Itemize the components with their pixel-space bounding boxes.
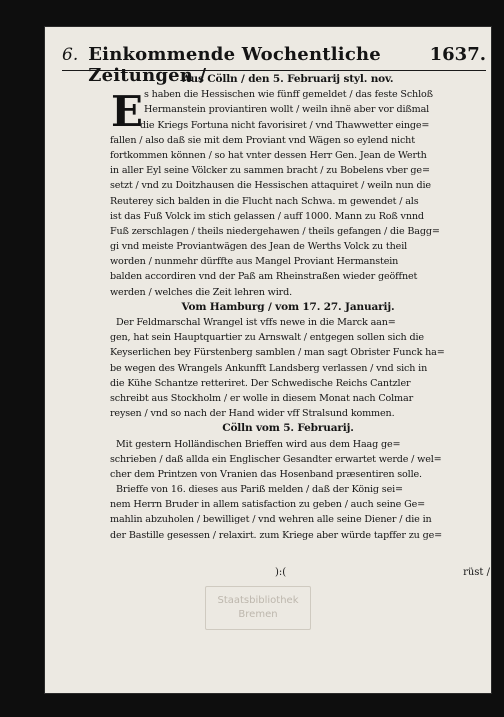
dateline-hamburg: Vom Hamburg / vom 17. 27. Januarij. (181, 300, 395, 313)
text-line: die Kriegs Fortuna nicht favorisiret / vnd Thawwetter einge= (140, 119, 430, 131)
text-line: schrieben / daß allda ein Englischer Gesandter erwartet werde / wel= (110, 453, 442, 465)
header-rule (62, 70, 486, 71)
text-line: setzt / vnd zu Doitzhausen die Hessischen attaquiret / weiln nun die (110, 180, 431, 192)
text-line: reysen / vnd so nach der Hand wider vff Stralsund kommen. (110, 408, 395, 420)
text-line: Mit gestern Holländischen Brieffen wird aus dem Haag ge= (116, 438, 401, 450)
text-line: Keyserlichen bey Fürstenberg samblen / man sagt Obrister Funck ha= (110, 347, 445, 359)
article-body (110, 72, 466, 543)
decorated-initial: E (111, 87, 144, 136)
stamp-line: Staatsbibliothek (217, 595, 299, 606)
text-line: Hermanstein proviantiren wollt / weiln ihnë aber vor dißmal (144, 104, 430, 116)
text-line: Reuterey sich balden in die Flucht nach Schwa. m gewendet / als (110, 195, 419, 207)
text-line: balden accordiren vnd der Paß am Rheinstraßen wieder geöffnet (110, 271, 418, 283)
text-line: schreibt aus Stockholm / er wolle in diesem Monat nach Colmar (110, 392, 414, 404)
dateline-cologne-2: Cölln vom 5. Februarij. (222, 422, 354, 435)
text-line: gi vnd meiste Proviantwägen des Jean de Werths Volck zu theil (110, 241, 408, 253)
text-line: worden / nunmehr dürffte aus Mangel Proviant Hermanstein (110, 256, 399, 268)
dateline-cologne: Aus Cölln / den 5. Februarij styl. nov. (182, 73, 394, 85)
text-line: be wegen des Wrangels Ankunfft Landsberg verlassen / vnd sich in (110, 362, 428, 374)
text-line: fallen / also daß sie mit dem Proviant vnd Wägen so eylend nicht (110, 134, 415, 146)
text-line: s haben die Hessischen wie fünff gemeldet / das feste Schloß (144, 89, 433, 101)
page-number: 6. (62, 45, 79, 65)
text-line: nem Herrn Bruder in allem satisfaction zu geben / auch seine Ge= (110, 499, 426, 511)
text-line: die Kühe Schantze retteriret. Der Schwedische Reichs Cantzler (110, 377, 411, 389)
text-line: Fuß zerschlagen / theils niedergehawen / theils gefangen / die Bagg= (110, 225, 440, 237)
signature-mark: ):( (275, 567, 287, 578)
text-line: der Bastille gesessen / relaxirt. zum Kriege aber würde tapffer zu ge= (110, 529, 442, 541)
catchword: rüst / (463, 567, 490, 578)
text-line: werden / welches die Zeit lehren wird. (110, 286, 292, 298)
text-line: fortkommen können / so hat vnter dessen Herr Gen. Jean de Werth (110, 149, 427, 161)
stamp-line: Bremen (238, 609, 278, 620)
text-line: Brieffe von 16. dieses aus Pariß melden / daß der König sei= (116, 484, 403, 496)
text-line: ist das Fuß Volck im stich gelassen / auff 1000. Mann zu Roß vnnd (110, 210, 424, 222)
newspaper-title: Einkommende Wochentliche Zeitungen / (88, 44, 381, 86)
header-year: 1637. (429, 44, 486, 65)
text-line: cher dem Printzen von Vranien das Hosenband præsentiren solle. (110, 468, 422, 480)
library-stamp (205, 586, 311, 630)
text-line: gen, hat sein Hauptquartier zu Arnswalt / entgegen sollen sich die (110, 332, 424, 344)
text-line: mahlin abzuholen / bewilliget / vnd wehren alle seine Diener / die in (110, 514, 432, 526)
text-line: Der Feldmarschal Wrangel ist vffs newe in die Marck aan= (116, 317, 396, 328)
text-line: in aller Eyl seine Völcker zu sammen bracht / zu Bobelens vber ge= (110, 165, 430, 177)
